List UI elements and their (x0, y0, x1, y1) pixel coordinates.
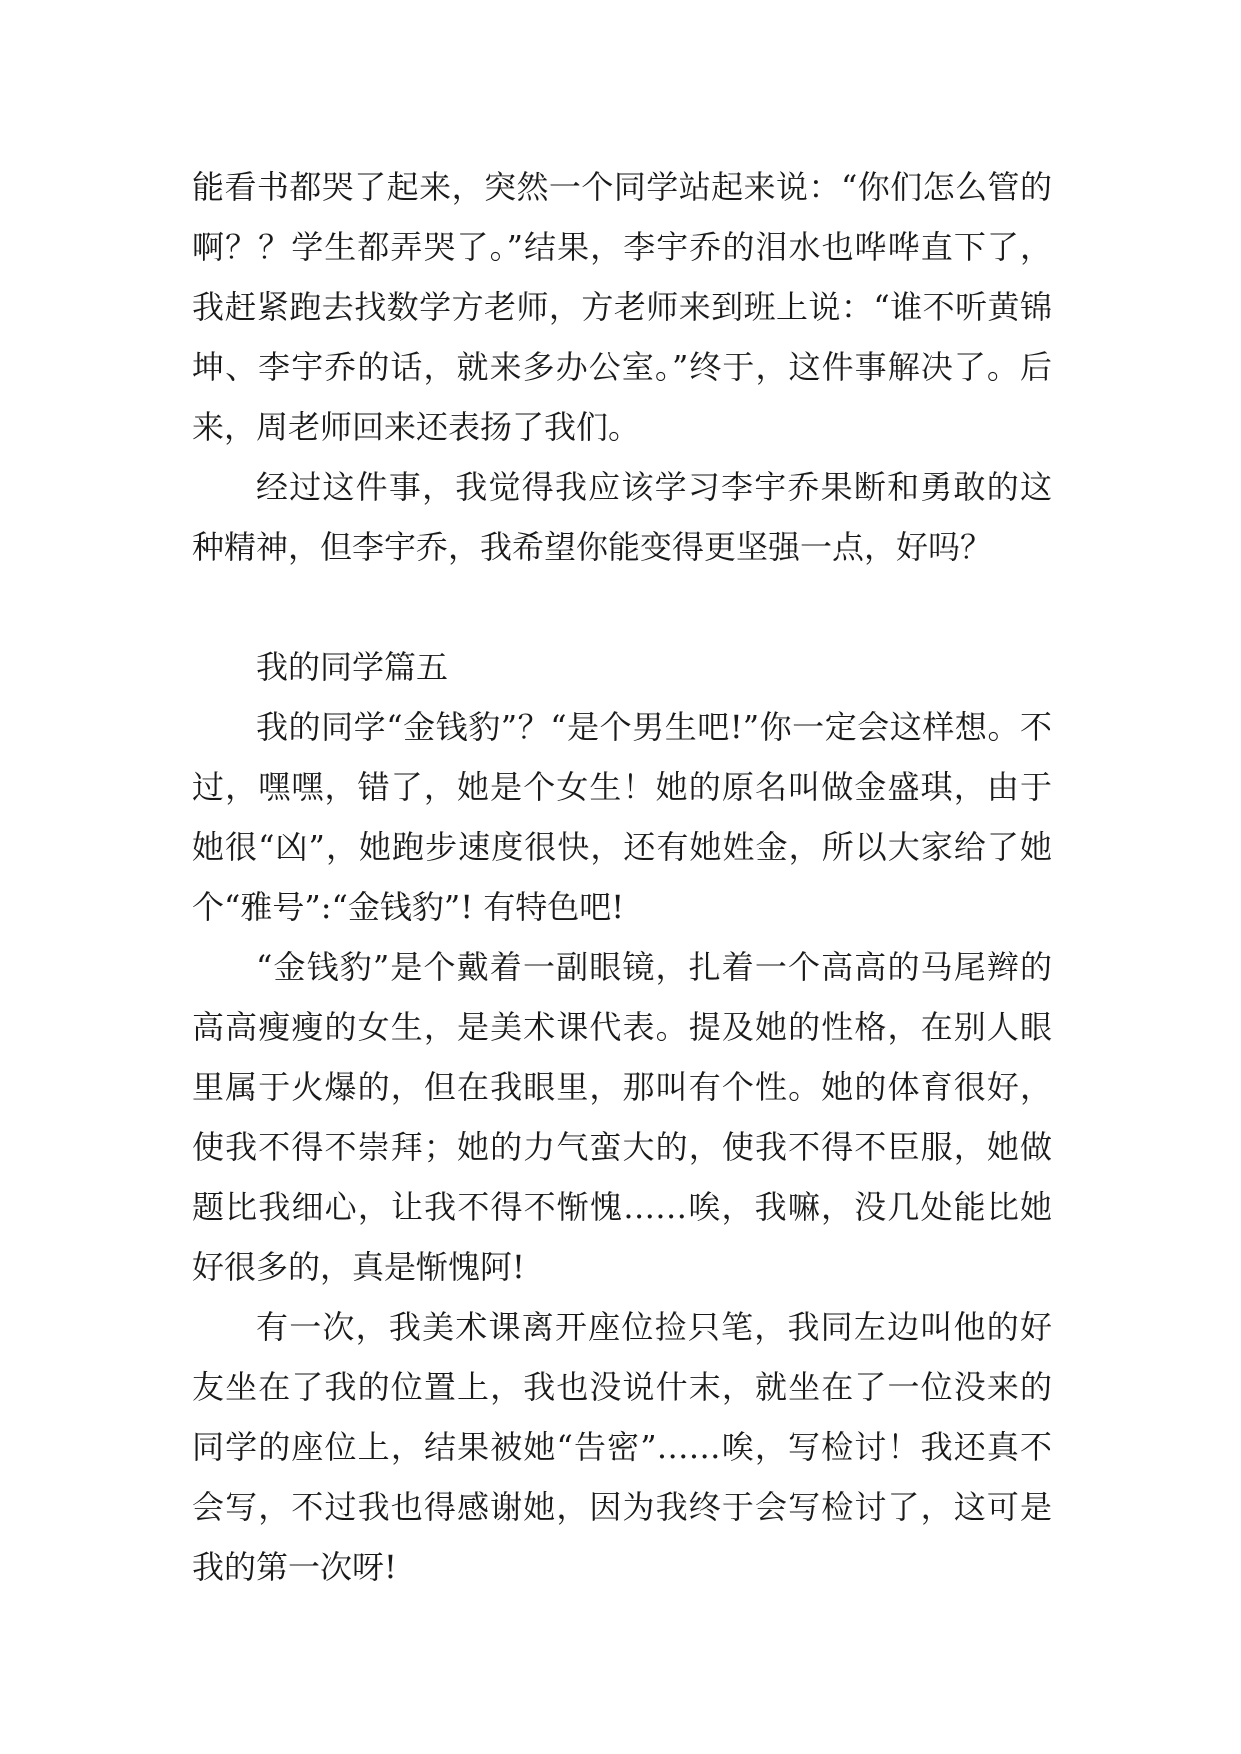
paragraph-continuation: 能看书都哭了起来，突然一个同学站起来说：“你们怎么管的啊？？学生都弄哭了。”结果，李宇乔的泪水也哗哗直下了，我赶紧跑去找数学方老师，方老师来到班上说：“谁不听黄锦坤、李宇乔的话，就来多办公室。”终于，这件事解决了。后来，周老师回来还表扬了我们。 (192, 168, 1052, 446)
section-title: 我的同学篇五 (256, 648, 449, 686)
paragraph-conclusion: 经过这件事，我觉得我应该学习李宇乔果断和勇敢的这种精神，但李宇乔，我希望你能变得更坚强一点，好吗？ (192, 468, 1052, 566)
paragraph-intro: 我的同学“金钱豹”？“是个男生吧!”你一定会这样想。不过，嘿嘿，错了，她是个女生！她的原名叫做金盛琪，由于她很“凶”，她跑步速度很快，还有她姓金，所以大家给了她个“雅号”:“金钱豹”! 有特色吧! (192, 708, 1052, 926)
paragraph-story: 有一次，我美术课离开座位捡只笔，我同左边叫他的好友坐在了我的位置上，我也没说什末，就坐在了一位没来的同学的座位上，结果被她“告密”……唉，写检讨！我还真不会写，不过我也得感谢她，因为我终于会写检讨了，这可是我的第一次呀! (192, 1308, 1052, 1586)
document-body (192, 157, 1052, 1597)
paragraph-description: “金钱豹”是个戴着一副眼镜，扎着一个高高的马尾辫的高高瘦瘦的女生，是美术课代表。提及她的性格，在别人眼里属于火爆的，但在我眼里，那叫有个性。她的体育很好，使我不得不崇拜；她的力气蛮大的，使我不得不臣服，她做题比我细心，让我不得不惭愧……唉，我嘛，没几处能比她好很多的，真是惭愧阿! (192, 948, 1052, 1286)
